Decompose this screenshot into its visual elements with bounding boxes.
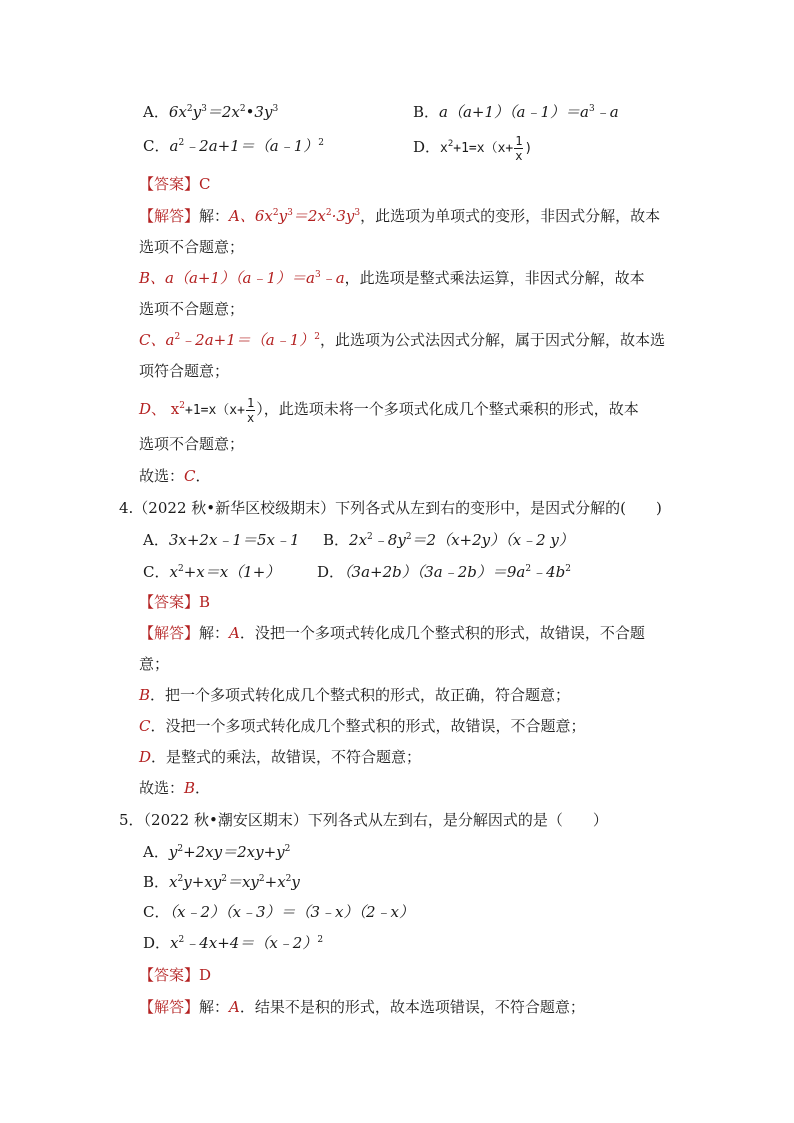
- q3-explain-line-1: 【解答】解：A、$6x^2y^3=2x^2\cdot 3y^3$，此选项为单项式的变形，非因式分解，故本: [139, 207, 661, 225]
- q4-option-d: D．$(3a+2b)(3a﹣2b)=9a^2﹣4b^2$: [317, 563, 571, 581]
- q5-explain-line-1: 【解答】解：A．结果不是积的形式，故本选项错误，不符合题意；: [139, 998, 585, 1016]
- q3-explain-line-2: 选项不合题意；: [139, 238, 245, 256]
- q3-explain-line-8: 选项不合题意；: [139, 435, 245, 453]
- q4-stem: 4.（2022 秋•新华区校级期末）下列各式从左到右的变形中，是因式分解的( ): [119, 499, 662, 517]
- q5-stem: 5．（2022 秋•潮安区期末）下列各式从左到右，是分解因式的是（ ）: [119, 811, 608, 829]
- q3-explain-line-3: B、$a(a+1)(a﹣1)=a^3﹣a$，此选项是整式乘法运算，非因式分解，故本: [139, 269, 645, 287]
- q4-explain-line-1: 【解答】解：A．没把一个多项式转化成几个整式积的形式，故错误，不合题: [139, 624, 645, 642]
- q3-answer: 【答案】C: [139, 175, 211, 193]
- q4-option-c: C．$x^2+x=x(1+)$: [143, 563, 281, 581]
- q5-option-a: A．$y^2+2xy=2xy+y^2$: [143, 843, 291, 861]
- q5-option-c: C．（x﹣2）（x﹣3）＝（3﹣x）（2﹣x）: [143, 903, 414, 921]
- q3-option-b: B．$a(a+1)(a﹣1)=a^3﹣a$: [413, 103, 619, 121]
- q5-answer: 【答案】D: [139, 966, 212, 984]
- q4-explain-line-2: 意；: [139, 655, 170, 673]
- q4-option-b: B．$2x^2﹣8y^2=2(x+2y)(x﹣2$ y）: [323, 531, 574, 549]
- q3-explain-line-5: C、$a^2﹣2a+1=(a﹣1)^2$，此选项为公式法因式分解，属于因式分解，故本选: [139, 331, 666, 349]
- q5-option-d: D．$x^2﹣4x+4=(x﹣2)^2$: [143, 934, 324, 952]
- q4-explain-line-5: D．是整式的乘法，故错误，不符合题意；: [139, 748, 422, 766]
- q4-explain-line-4: C．没把一个多项式转化成几个整式积的形式，故错误，不合题意；: [139, 717, 586, 735]
- q5-option-b: B．$x^2y+xy^2=xy^2+x^2y$: [143, 873, 300, 891]
- q4-answer: 【答案】B: [139, 593, 211, 611]
- q3-option-d: D．$x^2+1=x(x+$ $\frac{1}{x}$ ): [413, 134, 533, 163]
- q4-conclusion: 故选：B．: [139, 779, 211, 797]
- q3-option-a: A．$6x^2y^3=2x^2•3y^3$: [143, 103, 279, 121]
- q4-option-a: A．3x+2x﹣1＝5x﹣1: [143, 531, 300, 549]
- q3-conclusion: 故选：C．: [139, 467, 211, 485]
- q4-explain-line-3: B．把一个多项式转化成几个整式积的形式，故正确，符合题意；: [139, 686, 571, 704]
- q3-explain-line-6: 项符合题意；: [139, 362, 230, 380]
- q3-option-c: C．$a^2﹣2a+1=(a﹣1)^2$: [143, 137, 324, 155]
- q3-explain-line-4: 选项不合题意；: [139, 300, 245, 318]
- q3-explain-line-7: D、 $x^2+1=x(x+$ $\frac{1}{x}$ ），此选项未将一个多项式化成几个整式乘积的形式，故本: [139, 396, 639, 425]
